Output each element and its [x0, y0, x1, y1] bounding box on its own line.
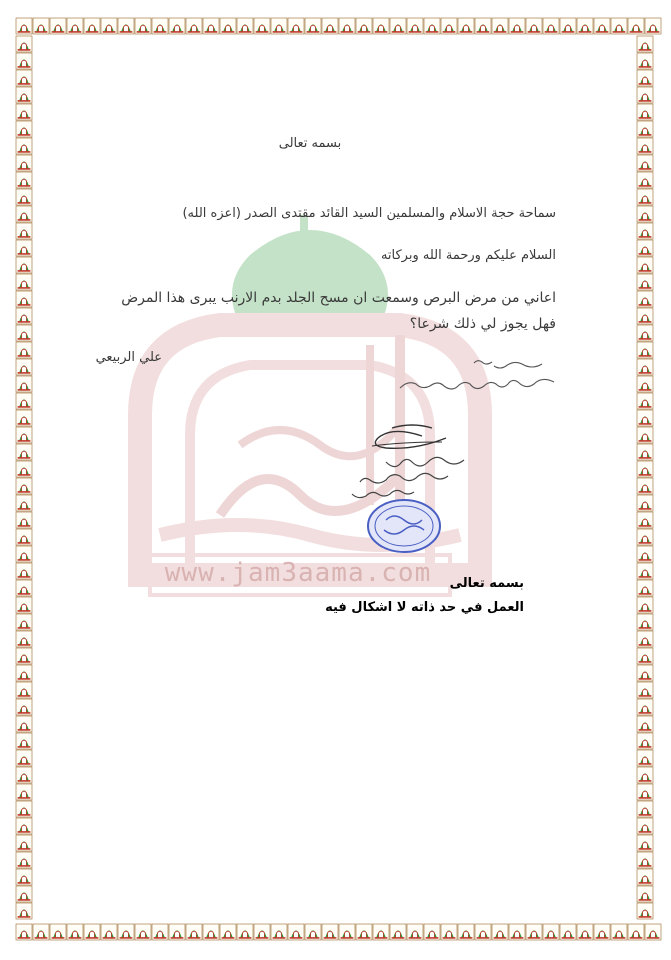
border-tile [16, 597, 32, 613]
border-tile [637, 614, 653, 630]
border-tile [390, 18, 406, 34]
border-tile [637, 325, 653, 341]
border-tile [16, 87, 32, 103]
border-tile [637, 869, 653, 885]
border-tile [637, 172, 653, 188]
border-tile [637, 835, 653, 851]
border-tile [16, 699, 32, 715]
border-tile [322, 18, 338, 34]
border-tile [16, 138, 32, 154]
border-tile [526, 18, 542, 34]
handwritten-signature-date [318, 452, 468, 502]
border-tile [611, 18, 627, 34]
border-tile [305, 924, 321, 940]
border-tile [637, 563, 653, 579]
border-tile [637, 512, 653, 528]
border-tile [237, 18, 253, 34]
ornamental-border-bottom [0, 908, 671, 960]
border-tile [16, 903, 32, 919]
reply-body: العمل في حد ذاته لا اشكال فيه [325, 600, 524, 615]
border-tile [637, 53, 653, 69]
border-tile [458, 924, 474, 940]
border-tile [637, 495, 653, 511]
border-tile [543, 18, 559, 34]
border-tile [637, 852, 653, 868]
border-tile [16, 70, 32, 86]
border-tile [16, 631, 32, 647]
border-tile [637, 716, 653, 732]
border-tile [254, 18, 270, 34]
border-tile [237, 924, 253, 940]
border-tile [637, 597, 653, 613]
border-tile [645, 18, 661, 34]
border-tile [16, 563, 32, 579]
border-tile [305, 18, 321, 34]
border-tile [637, 427, 653, 443]
letter-question-line1: اعاني من مرض البرص وسمعت ان مسح الجلد بدم الارنب يبرى هذا المرض [121, 290, 556, 306]
border-tile [16, 206, 32, 222]
border-tile [637, 444, 653, 460]
border-tile [16, 104, 32, 120]
border-tile [16, 274, 32, 290]
border-tile [637, 274, 653, 290]
border-tile [577, 18, 593, 34]
ornamental-border-left [0, 0, 40, 960]
letter-addressee: سماحة حجة الاسلام والمسلمين السيد القائد مقتدى الصدر (اعزه الله) [182, 206, 556, 221]
border-tile [339, 924, 355, 940]
border-tile [637, 257, 653, 273]
border-tile [16, 18, 32, 34]
border-tile [594, 924, 610, 940]
border-tile [203, 18, 219, 34]
letter-sender-name: علي الربيعي [95, 350, 162, 365]
border-tile [16, 325, 32, 341]
border-tile [101, 18, 117, 34]
border-tile [637, 886, 653, 902]
border-tile [637, 359, 653, 375]
border-tile [637, 138, 653, 154]
border-tile [16, 461, 32, 477]
border-tile [16, 801, 32, 817]
border-tile [637, 682, 653, 698]
border-tile [16, 240, 32, 256]
border-tile [16, 852, 32, 868]
border-tile [16, 359, 32, 375]
border-tile [637, 70, 653, 86]
border-tile [637, 665, 653, 681]
border-tile [637, 155, 653, 171]
border-tile [611, 924, 627, 940]
border-tile [637, 478, 653, 494]
border-tile [271, 924, 287, 940]
border-tile [356, 18, 372, 34]
border-tile [526, 924, 542, 940]
border-tile [16, 478, 32, 494]
border-tile [16, 512, 32, 528]
border-tile [84, 924, 100, 940]
border-tile [16, 291, 32, 307]
border-tile [16, 682, 32, 698]
border-tile [637, 818, 653, 834]
border-tile [407, 924, 423, 940]
border-tile [560, 18, 576, 34]
border-tile [637, 801, 653, 817]
official-seal-stamp [366, 498, 442, 554]
border-tile [16, 750, 32, 766]
border-tile [637, 784, 653, 800]
border-tile [169, 18, 185, 34]
border-tile [16, 580, 32, 596]
border-tile [637, 342, 653, 358]
border-tile [16, 155, 32, 171]
watermark-url: www.jam3aama.com [164, 558, 432, 588]
border-tile [637, 767, 653, 783]
border-tile [16, 376, 32, 392]
border-tile [637, 529, 653, 545]
border-tile [16, 733, 32, 749]
border-tile [424, 924, 440, 940]
handwritten-reply-text [372, 356, 558, 396]
border-tile [637, 648, 653, 664]
border-tile [637, 580, 653, 596]
ornamental-border-top [0, 0, 671, 52]
border-tile [492, 924, 508, 940]
border-tile [637, 308, 653, 324]
border-tile [339, 18, 355, 34]
border-tile [637, 189, 653, 205]
border-tile [186, 924, 202, 940]
border-tile [16, 614, 32, 630]
border-tile [254, 924, 270, 940]
border-tile [441, 924, 457, 940]
border-tile [152, 924, 168, 940]
border-tile [637, 750, 653, 766]
border-tile [118, 18, 134, 34]
border-tile [322, 924, 338, 940]
border-tile [16, 257, 32, 273]
border-tile [16, 886, 32, 902]
border-tile [16, 223, 32, 239]
border-tile [16, 444, 32, 460]
border-tile [203, 924, 219, 940]
reply-title: بسمه تعالى [449, 576, 524, 591]
border-tile [220, 924, 236, 940]
border-tile [169, 924, 185, 940]
border-tile [135, 924, 151, 940]
border-tile [637, 903, 653, 919]
border-tile [16, 342, 32, 358]
border-tile [33, 18, 49, 34]
border-tile [16, 648, 32, 664]
border-tile [84, 18, 100, 34]
border-tile [645, 924, 661, 940]
border-tile [475, 924, 491, 940]
border-tile [118, 924, 134, 940]
border-tile [637, 699, 653, 715]
border-tile [637, 36, 653, 52]
border-tile [271, 18, 287, 34]
border-tile [373, 924, 389, 940]
border-tile [50, 18, 66, 34]
border-tile [458, 18, 474, 34]
border-tile [628, 18, 644, 34]
border-tile [16, 308, 32, 324]
border-tile [441, 18, 457, 34]
border-tile [16, 924, 32, 940]
border-tile [16, 427, 32, 443]
border-tile [186, 18, 202, 34]
border-tile [33, 924, 49, 940]
border-tile [16, 121, 32, 137]
border-tile [637, 410, 653, 426]
border-tile [560, 924, 576, 940]
border-tile [628, 924, 644, 940]
border-tile [16, 172, 32, 188]
border-tile [492, 18, 508, 34]
border-tile [356, 924, 372, 940]
border-tile [637, 104, 653, 120]
border-tile [16, 665, 32, 681]
border-tile [594, 18, 610, 34]
border-tile [16, 767, 32, 783]
border-tile [637, 393, 653, 409]
letter-greeting: السلام عليكم ورحمة الله وبركاته [380, 248, 556, 263]
border-tile [637, 376, 653, 392]
border-tile [16, 869, 32, 885]
border-tile [135, 18, 151, 34]
border-tile [637, 87, 653, 103]
border-tile [577, 924, 593, 940]
border-tile [637, 206, 653, 222]
border-tile [67, 18, 83, 34]
border-tile [101, 924, 117, 940]
border-tile [390, 924, 406, 940]
border-tile [424, 18, 440, 34]
border-tile [16, 529, 32, 545]
border-tile [50, 924, 66, 940]
border-tile [288, 18, 304, 34]
letter-bismihi: بسمه تعالى [278, 136, 342, 151]
border-tile [16, 410, 32, 426]
signature-scribble [362, 416, 456, 450]
border-tile [16, 716, 32, 732]
border-tile [637, 546, 653, 562]
border-tile [637, 291, 653, 307]
border-tile [637, 461, 653, 477]
border-tile [16, 36, 32, 52]
ornamental-border-right [631, 0, 671, 960]
border-tile [637, 240, 653, 256]
border-tile [407, 18, 423, 34]
border-tile [16, 818, 32, 834]
border-tile [16, 393, 32, 409]
border-tile [16, 546, 32, 562]
border-tile [152, 18, 168, 34]
border-tile [637, 631, 653, 647]
border-tile [16, 189, 32, 205]
border-tile [637, 121, 653, 137]
border-tile [220, 18, 236, 34]
border-tile [288, 924, 304, 940]
letter-question-line2: فهل يجوز لي ذلك شرعا؟ [409, 316, 556, 332]
border-tile [475, 18, 491, 34]
border-tile [509, 924, 525, 940]
border-tile [637, 223, 653, 239]
border-tile [637, 733, 653, 749]
border-tile [16, 835, 32, 851]
border-tile [67, 924, 83, 940]
border-tile [543, 924, 559, 940]
border-tile [16, 53, 32, 69]
border-tile [509, 18, 525, 34]
border-tile [373, 18, 389, 34]
border-tile [16, 784, 32, 800]
border-tile [16, 495, 32, 511]
